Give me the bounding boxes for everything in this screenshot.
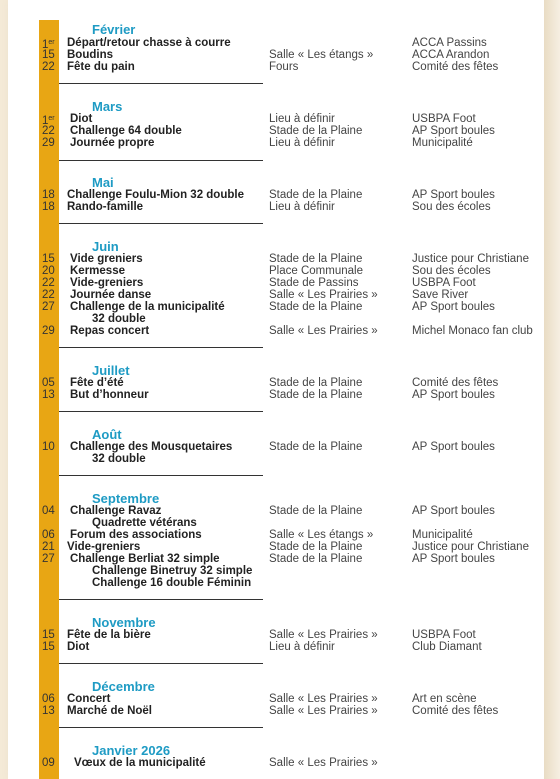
event-location: Stade de la Plaine bbox=[269, 377, 363, 389]
event-row bbox=[0, 113, 560, 125]
event-day-number: 13 bbox=[42, 705, 55, 717]
event-day bbox=[42, 289, 55, 301]
event-location: Stade de la Plaine bbox=[269, 189, 363, 201]
event-day-number: 13 bbox=[42, 389, 55, 401]
event-location: Stade de la Plaine bbox=[269, 441, 363, 453]
month-heading-septembre: Septembre bbox=[92, 491, 160, 506]
month-separator bbox=[59, 475, 263, 476]
event-organizer: Comité des fêtes bbox=[412, 705, 499, 717]
event-day-number: 21 bbox=[42, 541, 55, 553]
event-location: Salle « Les étangs » bbox=[269, 529, 374, 541]
event-location: Stade de la Plaine bbox=[269, 253, 363, 265]
event-title: Challenge Binetruy 32 simple bbox=[92, 565, 253, 577]
event-row bbox=[0, 505, 560, 517]
event-row bbox=[0, 641, 560, 653]
event-title: Fête du pain bbox=[67, 61, 135, 73]
event-day-number: 15 bbox=[42, 641, 55, 653]
event-day bbox=[42, 201, 55, 213]
event-day-ordinal: er bbox=[48, 115, 55, 122]
event-day bbox=[42, 189, 55, 201]
event-title: Challenge 16 double Féminin bbox=[92, 577, 252, 589]
event-title: Challenge des Mousquetaires bbox=[70, 441, 233, 453]
event-day-number: 15 bbox=[42, 49, 55, 61]
event-day-number: 06 bbox=[42, 693, 55, 705]
event-location: Lieu à définir bbox=[269, 201, 335, 213]
event-organizer: Justice pour Christiane bbox=[412, 253, 529, 265]
event-day bbox=[42, 265, 55, 277]
event-day-number: 06 bbox=[42, 529, 55, 541]
event-day-number: 22 bbox=[42, 61, 55, 73]
event-row bbox=[0, 389, 560, 401]
event-day-number: 18 bbox=[42, 201, 55, 213]
event-location: Salle « Les Prairies » bbox=[269, 705, 378, 717]
event-row bbox=[0, 553, 560, 565]
event-day bbox=[42, 529, 55, 541]
event-title: Rando-famille bbox=[67, 201, 144, 213]
event-organizer: Art en scène bbox=[412, 693, 477, 705]
event-row bbox=[0, 289, 560, 301]
event-row bbox=[0, 189, 560, 201]
event-title: Challenge Foulu-Mion 32 double bbox=[67, 189, 244, 201]
event-organizer: Municipalité bbox=[412, 529, 473, 541]
event-location: Salle « Les étangs » bbox=[269, 49, 374, 61]
event-location: Salle « Les Prairies » bbox=[269, 289, 378, 301]
event-organizer: AP Sport boules bbox=[412, 125, 495, 137]
event-day bbox=[42, 137, 55, 149]
event-day-ordinal: er bbox=[48, 39, 55, 46]
event-day bbox=[42, 441, 55, 453]
event-day bbox=[42, 61, 55, 73]
event-day-number: 22 bbox=[42, 289, 55, 301]
event-organizer: AP Sport boules bbox=[412, 389, 495, 401]
month-separator bbox=[59, 223, 263, 224]
month-separator bbox=[59, 599, 263, 600]
event-row bbox=[0, 541, 560, 553]
event-day-number: 27 bbox=[42, 301, 55, 313]
month-separator bbox=[59, 83, 263, 84]
event-organizer: ACCA Arandon bbox=[412, 49, 490, 61]
month-heading-juin: Juin bbox=[92, 239, 119, 254]
event-location: Stade de la Plaine bbox=[269, 389, 363, 401]
event-row bbox=[0, 61, 560, 73]
event-title: Boudins bbox=[67, 49, 113, 61]
event-title: Concert bbox=[67, 693, 111, 705]
event-row bbox=[0, 301, 560, 313]
event-title: Challenge de la municipalité bbox=[70, 301, 225, 313]
month-separator bbox=[59, 411, 263, 412]
event-day bbox=[42, 553, 55, 565]
event-title: Kermesse bbox=[70, 265, 125, 277]
event-day-number: 29 bbox=[42, 325, 55, 337]
event-day bbox=[42, 277, 55, 289]
event-location: Stade de la Plaine bbox=[269, 541, 363, 553]
event-row bbox=[0, 277, 560, 289]
event-row bbox=[0, 577, 560, 589]
event-row bbox=[0, 325, 560, 337]
event-day-number: 22 bbox=[42, 277, 55, 289]
event-day bbox=[42, 641, 55, 653]
event-organizer: AP Sport boules bbox=[412, 505, 495, 517]
month-separator bbox=[59, 160, 263, 161]
month-heading-aout: Août bbox=[92, 427, 122, 442]
event-row bbox=[0, 441, 560, 453]
event-organizer: AP Sport boules bbox=[412, 441, 495, 453]
event-day bbox=[42, 389, 55, 401]
event-organizer: AP Sport boules bbox=[412, 189, 495, 201]
event-title: Challenge Berliat 32 simple bbox=[70, 553, 220, 565]
event-organizer: Comité des fêtes bbox=[412, 61, 499, 73]
event-location: Salle « Les Prairies » bbox=[269, 325, 378, 337]
event-title: Forum des associations bbox=[70, 529, 202, 541]
month-heading-novembre: Novembre bbox=[92, 615, 156, 630]
event-organizer: USBPA Foot bbox=[412, 629, 476, 641]
event-location: Lieu à définir bbox=[269, 113, 335, 125]
event-row bbox=[0, 313, 560, 325]
event-title: Challenge Ravaz bbox=[70, 505, 162, 517]
event-day-number: 15 bbox=[42, 253, 55, 265]
event-location: Stade de la Plaine bbox=[269, 301, 363, 313]
event-day bbox=[42, 693, 55, 705]
event-organizer: Justice pour Christiane bbox=[412, 541, 529, 553]
event-day bbox=[42, 629, 55, 641]
event-organizer: Save River bbox=[412, 289, 469, 301]
event-location: Stade de la Plaine bbox=[269, 505, 363, 517]
month-heading-mai: Mai bbox=[92, 175, 114, 190]
month-separator bbox=[59, 663, 263, 664]
event-day-number: 1 bbox=[42, 39, 49, 51]
event-title: Quadrette vétérans bbox=[92, 517, 197, 529]
event-row bbox=[0, 565, 560, 577]
event-day-number: 27 bbox=[42, 553, 55, 565]
event-day bbox=[42, 325, 55, 337]
event-day-number: 10 bbox=[42, 441, 55, 453]
event-location: Fours bbox=[269, 61, 299, 73]
event-row bbox=[0, 125, 560, 137]
event-row bbox=[0, 629, 560, 641]
event-title: But d’honneur bbox=[70, 389, 149, 401]
event-organizer: USBPA Foot bbox=[412, 277, 476, 289]
month-separator bbox=[59, 727, 263, 728]
event-day-number: 29 bbox=[42, 137, 55, 149]
event-location: Lieu à définir bbox=[269, 641, 335, 653]
event-day bbox=[42, 541, 55, 553]
event-organizer: Sou des écoles bbox=[412, 201, 491, 213]
month-heading-fevrier: Février bbox=[92, 22, 136, 37]
event-location: Salle « Les Prairies » bbox=[269, 757, 378, 769]
event-title: Diot bbox=[70, 113, 93, 125]
event-row bbox=[0, 265, 560, 277]
event-organizer: Sou des écoles bbox=[412, 265, 491, 277]
event-row bbox=[0, 757, 560, 769]
event-row bbox=[0, 517, 560, 529]
event-title: 32 double bbox=[92, 453, 146, 465]
month-separator bbox=[59, 347, 263, 348]
event-day bbox=[42, 505, 55, 517]
event-location: Salle « Les Prairies » bbox=[269, 629, 378, 641]
event-organizer: ACCA Passins bbox=[412, 37, 487, 49]
event-day-number: 04 bbox=[42, 505, 55, 517]
event-location: Stade de la Plaine bbox=[269, 125, 363, 137]
event-title: Diot bbox=[67, 641, 90, 653]
event-day-number: 05 bbox=[42, 377, 55, 389]
event-row bbox=[0, 253, 560, 265]
event-day bbox=[42, 301, 55, 313]
event-location: Stade de Passins bbox=[269, 277, 359, 289]
event-day bbox=[42, 253, 55, 265]
event-title: Vide-greniers bbox=[70, 277, 144, 289]
event-title: Vide-greniers bbox=[67, 541, 141, 553]
event-day-number: 20 bbox=[42, 265, 55, 277]
event-organizer: Comité des fêtes bbox=[412, 377, 499, 389]
event-title: 32 double bbox=[92, 313, 146, 325]
event-day bbox=[42, 705, 55, 717]
event-day-number: 22 bbox=[42, 125, 55, 137]
event-row bbox=[0, 137, 560, 149]
event-organizer: Municipalité bbox=[412, 137, 473, 149]
event-organizer: Club Diamant bbox=[412, 641, 482, 653]
event-title: Repas concert bbox=[70, 325, 150, 337]
event-location: Place Communale bbox=[269, 265, 363, 277]
event-title: Fête de la bière bbox=[67, 629, 151, 641]
event-row bbox=[0, 529, 560, 541]
event-day bbox=[42, 377, 55, 389]
event-organizer: Michel Monaco fan club bbox=[412, 325, 533, 337]
event-title: Journée propre bbox=[70, 137, 155, 149]
month-heading-janvier: Janvier 2026 bbox=[92, 743, 171, 758]
month-heading-juillet: Juillet bbox=[92, 363, 130, 378]
event-title: Vœux de la municipalité bbox=[74, 757, 206, 769]
event-row bbox=[0, 49, 560, 61]
event-row bbox=[0, 37, 560, 49]
event-day-number: 09 bbox=[42, 757, 55, 769]
event-organizer: AP Sport boules bbox=[412, 301, 495, 313]
event-day bbox=[42, 757, 55, 769]
event-row bbox=[0, 377, 560, 389]
month-heading-mars: Mars bbox=[92, 99, 123, 114]
event-location: Lieu à définir bbox=[269, 137, 335, 149]
event-day-number: 15 bbox=[42, 629, 55, 641]
event-title: Départ/retour chasse à courre bbox=[67, 37, 231, 49]
event-location: Salle « Les Prairies » bbox=[269, 693, 378, 705]
event-organizer: USBPA Foot bbox=[412, 113, 476, 125]
event-day bbox=[42, 49, 55, 61]
event-title: Marché de Noël bbox=[67, 705, 152, 717]
event-location: Stade de la Plaine bbox=[269, 553, 363, 565]
event-row bbox=[0, 705, 560, 717]
month-heading-decembre: Décembre bbox=[92, 679, 155, 694]
event-day-number: 1 bbox=[42, 115, 49, 127]
event-row bbox=[0, 453, 560, 465]
event-title: Journée danse bbox=[70, 289, 152, 301]
event-organizer: AP Sport boules bbox=[412, 553, 495, 565]
event-row bbox=[0, 693, 560, 705]
event-day-number: 18 bbox=[42, 189, 55, 201]
event-title: Challenge 64 double bbox=[70, 125, 182, 137]
event-row bbox=[0, 201, 560, 213]
event-title: Vide greniers bbox=[70, 253, 143, 265]
event-title: Fête d’été bbox=[70, 377, 124, 389]
event-day bbox=[42, 125, 55, 137]
